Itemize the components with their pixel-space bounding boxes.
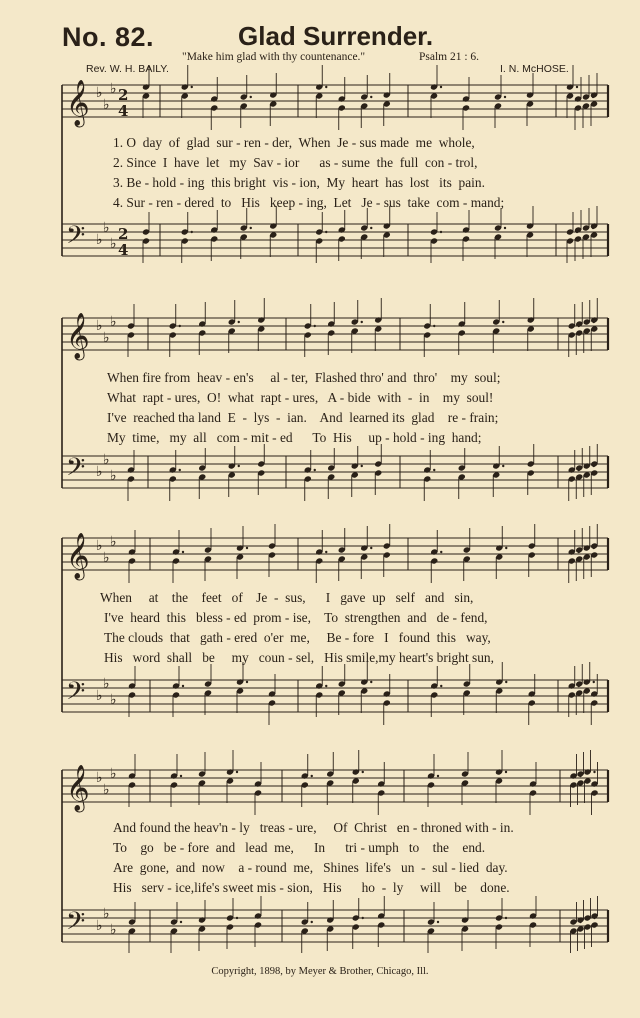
lyric-line: His word shall be my coun - sel, His smile,my heart's bright sun, (104, 650, 494, 665)
dot (311, 921, 313, 923)
copyright-notice: Copyright, 1898, by Meyer & Brother, Chicago, Ill. (211, 966, 429, 977)
dot (325, 231, 327, 233)
flat-icon: ♭ (103, 782, 110, 798)
lyric-line: And found the heav'n - ly treas - ure, Of Christ en - throned with - in. (113, 820, 514, 835)
dot (362, 917, 364, 919)
dot (250, 227, 252, 229)
dot (440, 231, 442, 233)
dot (180, 921, 182, 923)
time-signature-bottom: 4 (118, 241, 129, 259)
time-signature-top: 2 (118, 225, 129, 243)
dot (505, 771, 507, 773)
flat-icon: ♭ (96, 770, 103, 786)
dot (314, 325, 316, 327)
dot (238, 321, 240, 323)
time-signature-bottom: 4 (118, 102, 129, 120)
dot (238, 465, 240, 467)
lyric-line: My time, my all com - mit - ed To His up - hold - ing hand; (107, 430, 482, 445)
dot (433, 469, 435, 471)
flat-icon: ♭ (96, 918, 103, 934)
dot (179, 469, 181, 471)
lyric-line: 1. O day of glad sur - ren - der, When Je - sus made me whole, (113, 135, 475, 150)
lyric-line: 4. Sur - ren - dered to His keep - ing, Let Je - sus take com - mand; (113, 195, 505, 210)
song-number: No. 82. (62, 22, 155, 52)
dot (180, 775, 182, 777)
dot (362, 771, 364, 773)
lyric-line: Are gone, and now a - round me, Shines life's un - sul - lied day. (113, 860, 508, 875)
dot (505, 917, 507, 919)
lyric-line: 3. Be - hold - ing this bright vis - ion, My heart has lost its pain. (113, 175, 485, 190)
dot (246, 681, 248, 683)
dot (505, 547, 507, 549)
lyric-line: What rapt - ures, O! what rapt - ures, A - bide with - in my soul! (107, 390, 494, 405)
treble-clef-icon: 𝄞 (66, 80, 90, 126)
dot (370, 547, 372, 549)
lyric-line: When at the feet of Je - sus, I gave up self and sin, (100, 590, 474, 605)
dot (370, 227, 372, 229)
dot (236, 771, 238, 773)
dot (504, 227, 506, 229)
dot (191, 86, 193, 88)
dot (325, 86, 327, 88)
dot (433, 325, 435, 327)
flat-icon: ♭ (110, 692, 117, 708)
lyric-line: 2. Since I have let my Sav - ior as - sume the full con - trol, (113, 155, 478, 170)
lyric-line: The clouds that gath - ered o'er me, Be - fore I found this way, (104, 630, 491, 645)
flat-icon: ♭ (110, 314, 117, 330)
dot (325, 551, 327, 553)
dot (370, 96, 372, 98)
dot (179, 325, 181, 327)
dot (440, 551, 442, 553)
lyric-line: I've reached tha land E - lys - ian. And learned its glad re - frain; (107, 410, 499, 425)
flat-icon: ♭ (96, 464, 103, 480)
dot (314, 469, 316, 471)
flat-icon: ♭ (110, 81, 117, 97)
dot (440, 86, 442, 88)
dot (246, 547, 248, 549)
dot (504, 96, 506, 98)
composer-credit: I. N. McHOSE. (500, 63, 569, 75)
bass-clef-icon: 𝄢 (66, 221, 86, 256)
treble-clef-icon: 𝄞 (66, 765, 90, 811)
dot (191, 231, 193, 233)
scripture-reference: Psalm 21 : 6. (419, 51, 480, 63)
dot (250, 96, 252, 98)
dot (437, 775, 439, 777)
flat-icon: ♭ (103, 220, 110, 236)
flat-icon: ♭ (110, 922, 117, 938)
dot (502, 465, 504, 467)
treble-clef-icon: 𝄞 (66, 313, 90, 359)
flat-icon: ♭ (96, 538, 103, 554)
flat-icon: ♭ (110, 468, 117, 484)
flat-icon: ♭ (110, 236, 117, 252)
time-signature-top: 2 (118, 86, 129, 104)
epigraph: "Make him glad with thy countenance." (182, 51, 366, 63)
flat-icon: ♭ (103, 97, 110, 113)
dot (236, 917, 238, 919)
dot (505, 681, 507, 683)
dot (502, 321, 504, 323)
bass-clef-icon: 𝄢 (66, 453, 86, 488)
lyric-line: When fire from heav - en's al - ter, Flashed thro' and thro' my soul; (107, 370, 501, 385)
dot (437, 921, 439, 923)
dot (182, 685, 184, 687)
flat-icon: ♭ (103, 550, 110, 566)
dot (370, 681, 372, 683)
flat-icon: ♭ (103, 906, 110, 922)
flat-icon: ♭ (96, 318, 103, 334)
flat-icon: ♭ (96, 232, 103, 248)
flat-icon: ♭ (110, 766, 117, 782)
bass-clef-icon: 𝄢 (66, 677, 86, 712)
dot (440, 685, 442, 687)
lyric-line: I've heard this bless - ed prom - ise, To strengthen and de - fend, (104, 610, 488, 625)
dot (182, 551, 184, 553)
dot (576, 86, 578, 88)
dot (361, 465, 363, 467)
flat-icon: ♭ (103, 330, 110, 346)
lyric-line: His serv - ice,life's sweet mis - sion, His ho - ly will be done. (113, 880, 510, 895)
flat-icon: ♭ (110, 534, 117, 550)
treble-clef-icon: 𝄞 (66, 533, 90, 579)
flat-icon: ♭ (103, 452, 110, 468)
flat-icon: ♭ (96, 688, 103, 704)
dot (593, 771, 595, 773)
dot (311, 775, 313, 777)
lyric-line: To go be - fore and lead me, In tri - umph to the end. (113, 840, 486, 855)
song-title: Glad Surrender. (238, 21, 434, 51)
flat-icon: ♭ (103, 676, 110, 692)
flat-icon: ♭ (96, 85, 103, 101)
bass-clef-icon: 𝄢 (66, 907, 86, 942)
dot (361, 321, 363, 323)
author-credit: Rev. W. H. BAILY. (86, 63, 169, 75)
dot (593, 681, 595, 683)
dot (325, 685, 327, 687)
